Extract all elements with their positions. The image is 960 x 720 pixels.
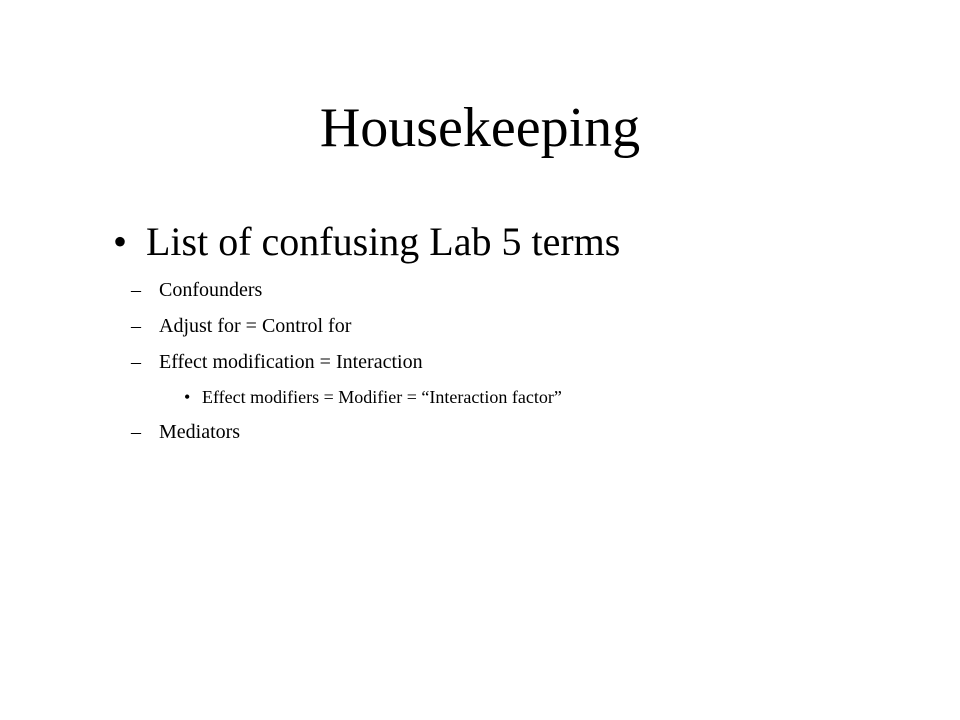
sub-bullet-item [113, 420, 913, 444]
sub-bullet-text: Adjust for = Control for [159, 315, 352, 337]
sub-bullet-text: Effect modification = Interaction [159, 351, 423, 373]
dash-marker: – [131, 279, 141, 301]
sub-bullet-item [113, 278, 913, 302]
sub-sub-bullet-item [113, 386, 913, 408]
bullet-marker: • [184, 387, 191, 407]
sub-sub-bullet-text: Effect modifiers = Modifier = “Interaction factor” [202, 387, 562, 407]
bullet-text: List of confusing Lab 5 terms [146, 219, 621, 264]
sub-bullet-item [113, 314, 913, 338]
sub-bullet-text: Confounders [159, 279, 263, 301]
dash-marker: – [131, 315, 141, 337]
slide-content [113, 218, 913, 444]
bullet-item [113, 218, 913, 266]
sub-bullet-text: Mediators [159, 421, 241, 443]
slide-title: Housekeeping [319, 97, 641, 159]
dash-marker: – [131, 351, 141, 373]
sub-bullet-item [113, 350, 913, 374]
dash-marker: – [131, 421, 141, 443]
bullet-marker: • [113, 219, 128, 264]
